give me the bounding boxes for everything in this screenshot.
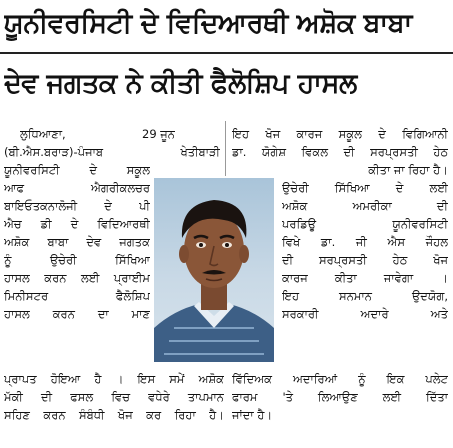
- right-column-line: ਪਰਡਿਊ ਯੂਨੀਵਰਸਿਟੀ: [282, 217, 448, 231]
- left-column-line: ਅਸ਼ੋਕ ਬਾਬਾ ਦੇਵ ਜਗਤਕ: [4, 235, 150, 249]
- left-column-line: ਪ੍ਰਾਪਤ ਹੋਇਆ ਹੈ । ਇਸ ਸਮੇਂ ਅਸ਼ੋਕ: [4, 372, 224, 386]
- right-column-line: ਕਾਰਜ ਕੀਤਾ ਜਾਵੇਗਾ ।: [282, 271, 448, 285]
- left-column-line: ਐਚ ਡੀ ਦੇ ਵਿਦਿਆਰਥੀ: [4, 217, 150, 231]
- right-column-line: ਜਾਂਦਾ ਹੈ।: [232, 408, 273, 422]
- right-column-line: ਵਿਖੇ ਡਾ. ਜੀ ਐਸ ਜੌਹਲ: [282, 235, 448, 249]
- left-column-line: ਹਾਸਲ ਕਰਨ ਲਈ ਪ੍ਰਾਈਮ: [4, 271, 150, 285]
- left-column-line: ਮੱਕੀ ਦੀ ਫਸਲ ਵਿਚ ਵਧੇਰੇ ਤਾਪਮਾਨ: [4, 390, 224, 404]
- right-column-line: ਸਰਕਾਰੀ ਅਦਾਰੇ ਅਤੇ: [282, 307, 448, 321]
- right-column-line: ਅਸ਼ੋਕ ਅਮਰੀਕਾ ਦੀ: [282, 199, 448, 213]
- left-column-line: ਹਾਸਲ ਕਰਨ ਦਾ ਮਾਣ: [4, 307, 150, 321]
- left-column-line: (ਬੀ.ਐਸ.ਬਰਾੜ)-ਪੰਜਾਬ ਖੇਤੀਬਾੜੀ: [4, 145, 220, 159]
- right-column-line: ਇਹ ਖੋਜ ਕਾਰਜ ਸਕੂਲ ਦੇ ਵਿਗਿਆਨੀ: [232, 127, 448, 141]
- headline-rule: [0, 52, 453, 54]
- left-column-line: ਯੂਨੀਵਰਸਿਟੀ ਦੇ ਸਕੂਲ: [4, 163, 150, 177]
- right-column-line: ਡਾ. ਯੋਗੇਸ਼ ਵਿਕਲ ਦੀ ਸਰਪ੍ਰਸਤੀ ਹੇਠ: [232, 145, 448, 159]
- right-column-line: ਇਹ ਸਨਮਾਨ ਉਦਯੋਗ,: [282, 289, 448, 303]
- column-divider: [225, 121, 226, 176]
- left-column-line: ਨੂੰ ਉਚੇਰੀ ਸਿੱਖਿਆ: [4, 253, 150, 267]
- right-column-line: ਵਿੱਦਿਅਕ ਅਦਾਰਿਆਂ ਨੂੰ ਇਕ ਪਲੇਟ: [232, 372, 448, 386]
- left-column-line: ਮਿਨੀਸਟਰ ਫੈਲੋਸ਼ਿਪ: [4, 289, 150, 303]
- left-column-line: ਸਹਿਣ ਕਰਨ ਸੰਬੰਧੀ ਖੋਜ ਕਰ ਰਿਹਾ ਹੈ।: [4, 408, 224, 422]
- headline-line-1: ਯੂਨੀਵਰਸਿਟੀ ਦੇ ਵਿਦਿਆਰਥੀ ਅਸ਼ੋਕ ਬਾਬਾ: [4, 8, 412, 39]
- right-column-line: ਕੀਤਾ ਜਾ ਰਿਹਾ ਹੈ।: [368, 163, 448, 177]
- right-column-line: ਦੀ ਸਰਪ੍ਰਸਤੀ ਹੇਠ ਖੋਜ: [282, 253, 448, 267]
- portrait-photo: [154, 178, 274, 362]
- right-column-line: ਫਾਰਮ 'ਤੇ ਲਿਆਉਣ ਲਈ ਦਿੱਤਾ: [232, 390, 448, 404]
- headline-line-2: ਦੇਵ ਜਗਤਕ ਨੇ ਕੀਤੀ ਫੈਲੋਸ਼ਿਪ ਹਾਸਲ: [4, 68, 357, 99]
- dateline-date: 29 ਜੂਨ: [142, 127, 175, 141]
- right-column-line: ਉਚੇਰੀ ਸਿੱਖਿਆ ਦੇ ਲਈ: [282, 181, 448, 195]
- left-column-line: ਬਾਇਓਤਕਨਾਲੋਜੀ ਦੇ ਪੀ: [4, 199, 150, 213]
- dateline-place: ਲੁਧਿਆਣਾ,: [20, 127, 66, 141]
- left-column-line: ਆਫ ਐਗਰੀਕਲਚਰ: [4, 181, 150, 195]
